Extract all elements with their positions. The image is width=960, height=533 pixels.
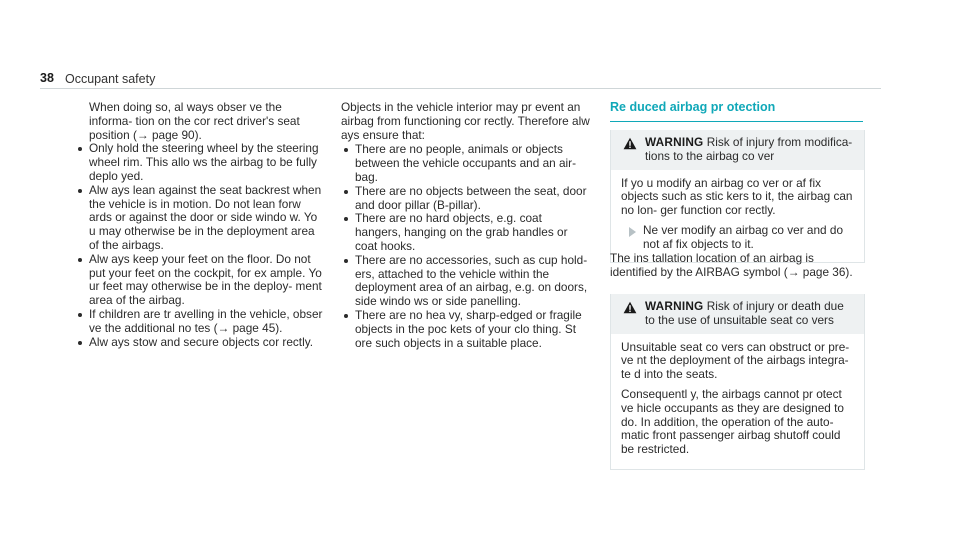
warning-label: WARNING xyxy=(645,299,704,313)
warning-text: Consequentl y, the airbags cannot pr otect ve hicle occupants as they are designed to do. In addition, the operation of the auto‐ matic front passenger airbag shutoff could be restricted. xyxy=(621,386,844,457)
warning-triangle-icon xyxy=(623,137,637,154)
warning-title: Risk of injury from modifica‐ tions to the airbag co ver xyxy=(645,135,853,163)
middle-lead-paragraph: Objects in the vehicle interior may pr event an airbag from functioning cor rectly. Therefore alw ays ensure that: xyxy=(341,100,590,142)
warning-body xyxy=(611,334,864,469)
left-lead-paragraph: When doing so, al ways obser ve the informa‐ tion on the cor rect driver's seat position (→ page 90). xyxy=(89,100,300,142)
middle-bullet-list xyxy=(341,143,591,350)
list-item: There are no people, animals or objects between the vehicle occupants and an air‐ bag. xyxy=(341,143,591,184)
list-item: If children are tr avelling in the vehicle, obser ve the additional no tes (→ page 45). xyxy=(75,308,323,336)
section-heading: Re duced airbag pr otection xyxy=(610,100,776,114)
bullet-icon xyxy=(78,147,82,151)
middle-column xyxy=(341,101,591,350)
warning-step: Ne ver modify an airbag co ver and do not af fix objects to it. xyxy=(621,224,854,252)
list-item: There are no hea vy, sharp-edged or fragile objects in the poc kets of your clo thing. St ore such objects in a suitable place. xyxy=(341,309,591,350)
bullet-icon xyxy=(344,190,348,194)
bullet-icon xyxy=(344,148,348,152)
bullet-icon xyxy=(78,341,82,345)
list-item: Alw ays keep your feet on the floor. Do not put your feet on the cockpit, for ex ample. Yo ur feet may otherwise be in the deploy‐ ment area of the airbag. xyxy=(75,253,323,308)
list-item: Alw ays lean against the seat backrest when the vehicle is in motion. Do not lean forw ards or against the door or side windo w. Yo u may otherwise be in the deployment area of the airbags. xyxy=(75,184,323,253)
list-item: There are no objects between the seat, door and door pillar (B-pillar). xyxy=(341,185,591,213)
bullet-icon xyxy=(78,258,82,262)
left-column xyxy=(75,101,323,349)
list-item: Alw ays stow and secure objects cor rectly. xyxy=(75,336,323,350)
arrow-right-icon xyxy=(629,227,636,237)
warning-header xyxy=(611,294,864,334)
list-item: Only hold the steering wheel by the steering wheel rim. This allo ws the airbag to be fully deplo yed. xyxy=(75,142,323,183)
list-item: There are no accessories, such as cup hold‐ ers, attached to the vehicle within the deployment area of an airbag, e.g. on doors, side windo ws or side panelling. xyxy=(341,254,591,309)
warning-text: Unsuitable seat co vers can obstruct or pre‐ ve nt the deployment of the airbags integra‐ te d into the seats. xyxy=(621,339,850,382)
warning-text: If yo u modify an airbag co ver or af fix objects such as stic kers to it, the airbag can no lon‐ ger function cor rectly. xyxy=(621,175,853,218)
warning-box-modification xyxy=(610,130,865,263)
list-item: There are no hard objects, e.g. coat hangers, hanging on the grab handles or coat hooks. xyxy=(341,212,591,253)
airbag-location-paragraph: The ins tallation location of an airbag is identified by the AIRBAG symbol (→ page 36). xyxy=(610,251,853,279)
header-rule xyxy=(40,88,881,89)
section-title: Occupant safety xyxy=(65,72,156,86)
bullet-icon xyxy=(78,313,82,317)
page-number: 38 xyxy=(40,71,54,85)
warning-box-seat-covers xyxy=(610,294,865,470)
warning-label: WARNING xyxy=(645,135,704,149)
bullet-icon xyxy=(344,259,348,263)
right-column xyxy=(610,100,863,457)
warning-title: Risk of injury or death due to the use of unsuitable seat co vers xyxy=(645,299,844,327)
bullet-icon xyxy=(344,217,348,221)
bullet-icon xyxy=(344,314,348,318)
left-bullet-list xyxy=(75,142,323,349)
warning-body xyxy=(611,170,864,262)
bullet-icon xyxy=(78,189,82,193)
warning-triangle-icon xyxy=(623,301,637,318)
heading-rule xyxy=(610,121,863,122)
warning-header xyxy=(611,130,864,170)
